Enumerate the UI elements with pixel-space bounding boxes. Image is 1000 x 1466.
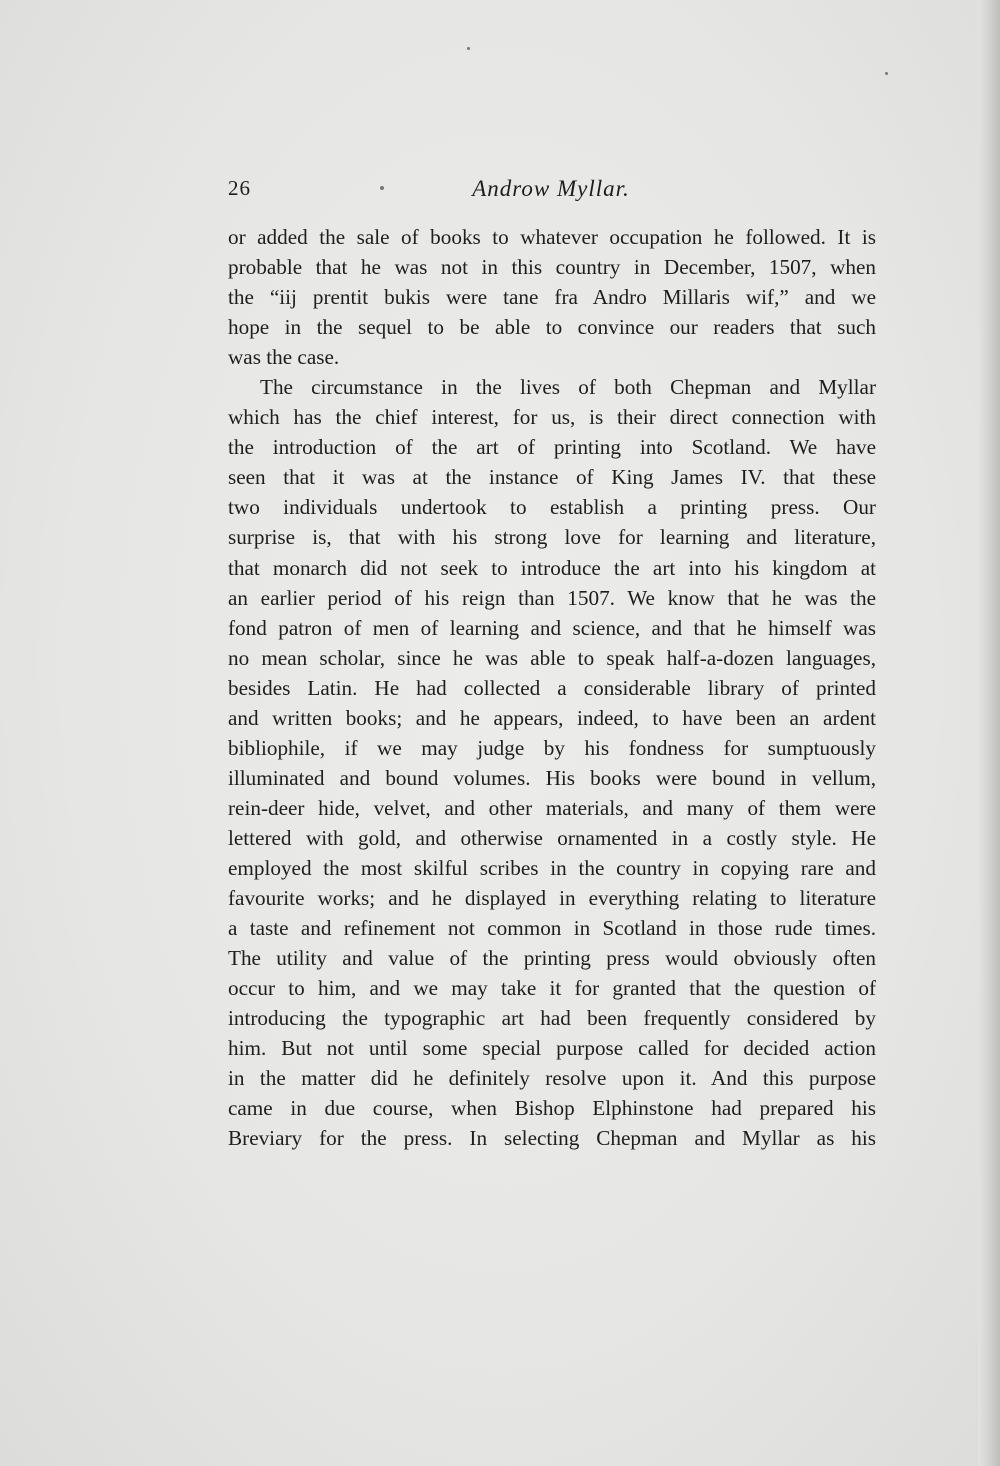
text-line: the “iij prentit bukis were tane fra Andro Millaris wif,” and we	[228, 285, 876, 310]
ink-speck	[885, 72, 888, 75]
text-line: Breviary for the press. In selecting Chepman and Myllar as his	[228, 1126, 876, 1151]
text-line: two individuals undertook to establish a printing press. Our	[228, 495, 876, 520]
text-line: The circumstance in the lives of both Chepman and Myllar	[260, 375, 876, 400]
text-line: hope in the sequel to be able to convince our readers that such	[228, 315, 876, 340]
text-line: employed the most skilful scribes in the country in copying rare and	[228, 855, 876, 880]
text-line: or added the sale of books to whatever occupation he followed. It is	[228, 225, 876, 249]
text-line: an earlier period of his reign than 1507. We know that he was the	[228, 585, 876, 610]
text-line: a taste and refinement not common in Scotland in those rude times.	[228, 916, 876, 941]
text-line: probable that he was not in this country in December, 1507, when	[228, 255, 876, 280]
text-line: no mean scholar, since he was able to speak half-a-dozen languages,	[228, 645, 876, 670]
text-line: seen that it was at the instance of King James IV. that these	[228, 465, 876, 490]
body-text	[228, 222, 876, 1153]
text-line: favourite works; and he displayed in everything relating to literature	[228, 886, 876, 911]
page-number: 26	[228, 176, 251, 200]
running-head: Androw Myllar.	[472, 176, 630, 201]
text-line: occur to him, and we may take it for granted that the question of	[228, 976, 876, 1001]
text-line: bibliophile, if we may judge by his fondness for sumptuously	[228, 735, 876, 760]
page-edge-shadow	[978, 0, 1000, 1466]
text-line: The utility and value of the printing press would obviously often	[228, 946, 876, 971]
text-line: him. But not until some special purpose called for decided action	[228, 1036, 876, 1061]
text-line: fond patron of men of learning and science, and that he himself was	[228, 615, 876, 640]
text-line: besides Latin. He had collected a considerable library of printed	[228, 675, 876, 700]
text-line: introducing the typographic art had been frequently considered by	[228, 1006, 876, 1031]
page-header	[228, 176, 874, 206]
text-line: the introduction of the art of printing into Scotland. We have	[228, 435, 876, 460]
text-line: rein-deer hide, velvet, and other materials, and many of them were	[228, 795, 876, 820]
text-line: illuminated and bound volumes. His books were bound in vellum,	[228, 765, 876, 790]
text-line: came in due course, when Bishop Elphinstone had prepared his	[228, 1096, 876, 1121]
text-line: was the case.	[228, 345, 340, 370]
text-line: and written books; and he appears, indeed, to have been an ardent	[228, 705, 876, 730]
text-line: surprise is, that with his strong love for learning and literature,	[228, 525, 876, 550]
text-line: that monarch did not seek to introduce the art into his kingdom at	[228, 555, 876, 580]
ink-speck	[467, 47, 470, 50]
text-line: in the matter did he definitely resolve upon it. And this purpose	[228, 1066, 876, 1091]
text-line: lettered with gold, and otherwise ornamented in a costly style. He	[228, 825, 876, 850]
text-line: which has the chief interest, for us, is their direct connection with	[228, 405, 876, 430]
